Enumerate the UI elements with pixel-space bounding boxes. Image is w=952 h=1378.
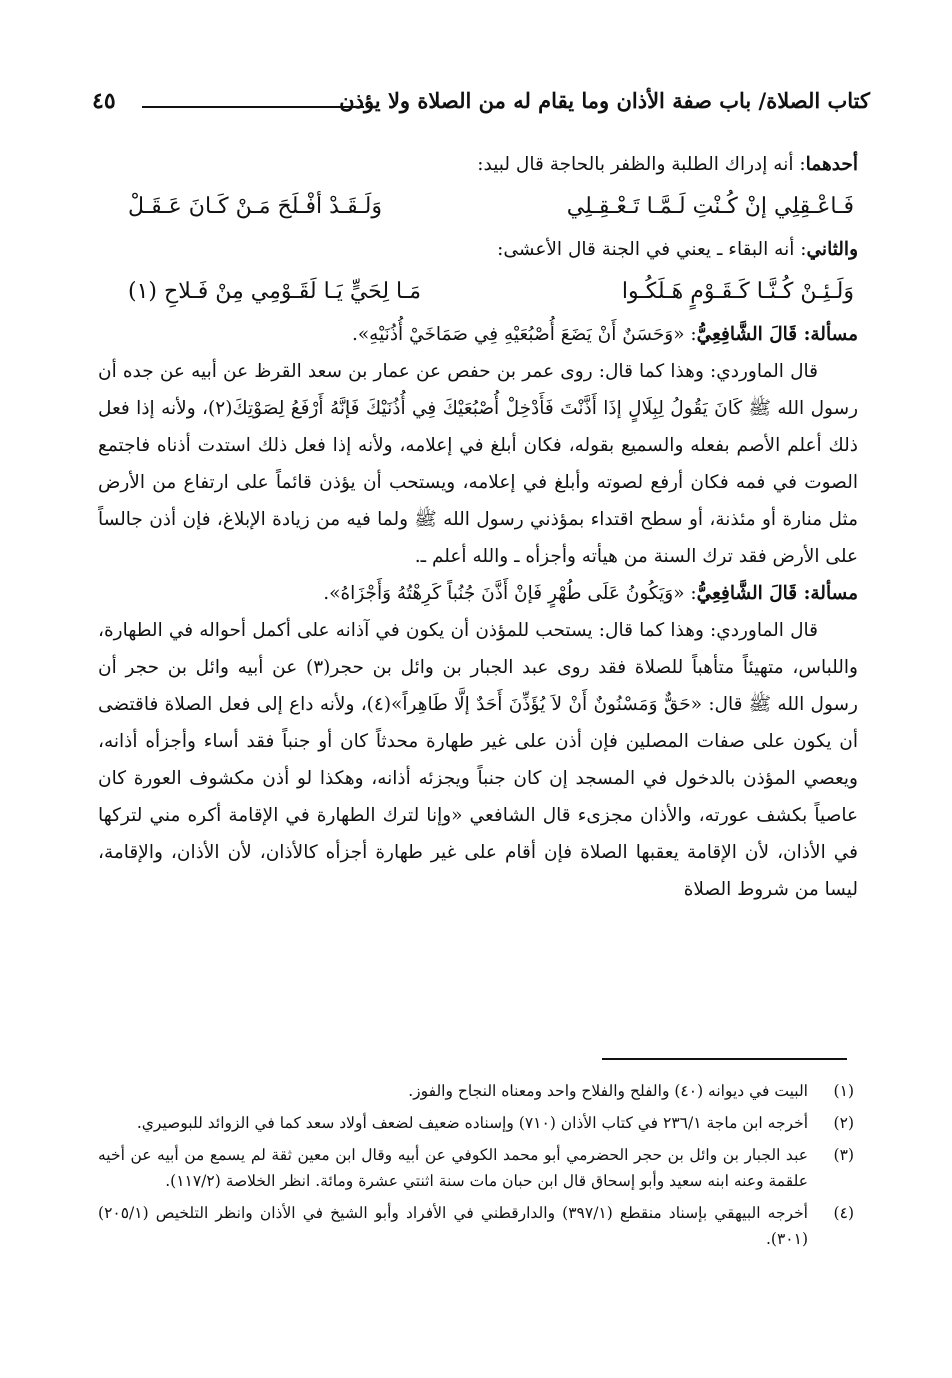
label-second: والثاني bbox=[806, 239, 858, 260]
masala-two-text: : «وَيَكُونُ عَلَى طُهْرٍ فَإنْ أَذَّنَ جُنُباً كَرِهْتُهُ وَأَجْزَاهُ». bbox=[323, 583, 697, 604]
footnote-3 bbox=[98, 1142, 854, 1194]
footnote-text: أخرجه ابن ماجة ٢٣٦/١ في كتاب الأذان (٧١٠) وإسناده ضعيف لضعف أولاد سعد كما في الزوائد للبوصيري. bbox=[136, 1114, 808, 1132]
footnote-number: (٣) bbox=[833, 1146, 854, 1164]
footnote-text: أخرجه البيهقي بإسناد منقطع (٣٩٧/١) والدارقطني في الأفراد وأبو الشيخ في الأذان وانظر التلخيص (٢٠٥/١) (٣٠١). bbox=[98, 1204, 808, 1248]
masala-one-label: مسألة: قَالَ الشَّافِعِيُّ bbox=[696, 324, 858, 345]
paragraph-mawardi-two: قال الماوردي: وهذا كما قال: يستحب للمؤذن أن يكون في آذانه على أكمل أحواله في الطهارة، واللباس، متهيئاً متأهباً للصلاة فقد روى عبد الجبار بن وائل بن حجر(٣) عن أبيه وائل بن حجر أن رسول الله ﷺ قال: «حَقٌّ وَمَسْنُونٌ أَنْ لاَ يُؤَذِّنَ أَحَدٌ إلَّا طَاهِراً»(٤)، ولأنه داع إلى فعل الصلاة فاقتضى أن يكون على صفات المصلين فإن أذن على غير طهارة محدثاً كان أو جنباً فقد أساء وأجزأه أذانه، ويعصي المؤذن بالدخول في المسجد إن كان جنباً ويجزئه أذانه، وهكذا لو أذن مكشوف العورة كان عاصياً بكشف عورته، والأذان مجزىء قال الشافعي «وإنا لترك الطهارة في الإقامة أكره مني لتركها في الأذان، لأن الإقامة يعقبها الصلاة فإن أقام على غير طهارة أجزأه كالأذان، لأن الأذان، والإقامة، ليسا من شروط الصلاة bbox=[98, 620, 858, 900]
masala-two-label: مسألة: قَالَ الشَّافِعِيُّ bbox=[696, 583, 858, 604]
footnote-1 bbox=[98, 1078, 854, 1104]
masala-two bbox=[98, 575, 858, 612]
footnote-number: (٢) bbox=[833, 1114, 854, 1132]
paragraph-mawardi-one: قال الماوردي: وهذا كما قال: روى عمر بن حفص عن عمار بن سعد القرظ عن أبيه عن جده أن رسول الله ﷺ كَانَ يَقُولُ لِبِلَالٍ إذَا أَذَّنْتَ فَأَدْخِلْ أُصْبُعَيْكَ فِي أُذُنَيْكَ فَإنَّهُ أَرْفَعُ لِصَوْتِكَ(٢)، ولأنه إذا فعل ذلك أعلم الأصم بفعله والسميع بقوله، فكان أبلغ في إعلامه، ولأنه إذا فعل ذلك استدت أذناه فاجتمع الصوت في فمه فكان أرفع لصوته وأبلغ في إعلامه، ويستحب أن يؤذن قائماً على ارتفاع من الأرض مثل منارة أو مئذنة، أو سطح اقتداء بمؤذني رسول الله ﷺ ولما فيه من زيادة الإبلاغ، فإن أذن جالساً على الأرض فقد ترك السنة من هيأته وأجزأه ـ والله أعلم ـ. bbox=[98, 361, 858, 567]
verse-aasha-first-hemistich: وَلَـئِـنْ كُـنَّـا كَـقَـوْمٍ هَـلَكُـوا bbox=[621, 279, 854, 304]
footnote-separator bbox=[602, 1058, 847, 1060]
chapter-title: كتاب الصلاة/ باب صفة الأذان وما يقام له من الصلاة ولا يؤذن bbox=[339, 88, 870, 113]
text-first: : أنه إدراك الطلبة والظفر بالحاجة قال لبيد: bbox=[477, 154, 806, 175]
footnote-number: (٤) bbox=[833, 1204, 854, 1222]
label-first: أحدهما bbox=[805, 154, 858, 175]
verse-labid-first-hemistich: فَـاعْـقِلِي إنْ كُـنْتِ لَـمَّـا تَـعْـقِـلِي bbox=[566, 194, 854, 219]
main-text bbox=[98, 146, 858, 908]
page-number: ٤٥ bbox=[92, 88, 116, 114]
paragraph-second-meaning bbox=[98, 231, 858, 268]
masala-one bbox=[98, 316, 858, 353]
text-second: : أنه البقاء ـ يعني في الجنة قال الأعشى: bbox=[497, 239, 807, 260]
footnote-text: عبد الجبار بن وائل بن حجر الحضرمي أبو محمد الكوفي عن أبيه وقال ابن معين ثقة لم يسمع من أبيه عن أخيه علقمة وعنه ابنه سعيد وأبو إسحاق قال ابن حبان مات سنة اثنتي عشرة ومائة. انظر الخلاصة (١١٧/٢). bbox=[98, 1146, 808, 1190]
footnotes bbox=[98, 1078, 854, 1258]
verse-aasha bbox=[98, 268, 858, 316]
verse-aasha-second-hemistich: مَـا لِحَيٍّ يَـا لَقَـوْمِي مِنْ فَـلاحِ (١) bbox=[128, 279, 421, 304]
paragraph-first-meaning bbox=[98, 146, 858, 183]
masala-one-text: : «وَحَسَنٌ أَنْ يَضَعَ أُصْبُعَيْهِ فِي صَمَاخَيْ أُذُنَيْهِ». bbox=[351, 324, 697, 345]
header-rule bbox=[142, 106, 364, 108]
footnote-4 bbox=[98, 1200, 854, 1252]
verse-labid-second-hemistich: وَلَـقَـدْ أفْـلَحَ مَـنْ كَـانَ عَـقَـلْ bbox=[128, 194, 382, 219]
footnote-number: (١) bbox=[833, 1082, 854, 1100]
verse-labid bbox=[98, 183, 858, 231]
running-header bbox=[92, 88, 870, 124]
footnote-2 bbox=[98, 1110, 854, 1136]
footnote-text: البيت في ديوانه (٤٠) والفلح والفلاح واحد ومعناه النجاح والفوز. bbox=[408, 1082, 808, 1100]
